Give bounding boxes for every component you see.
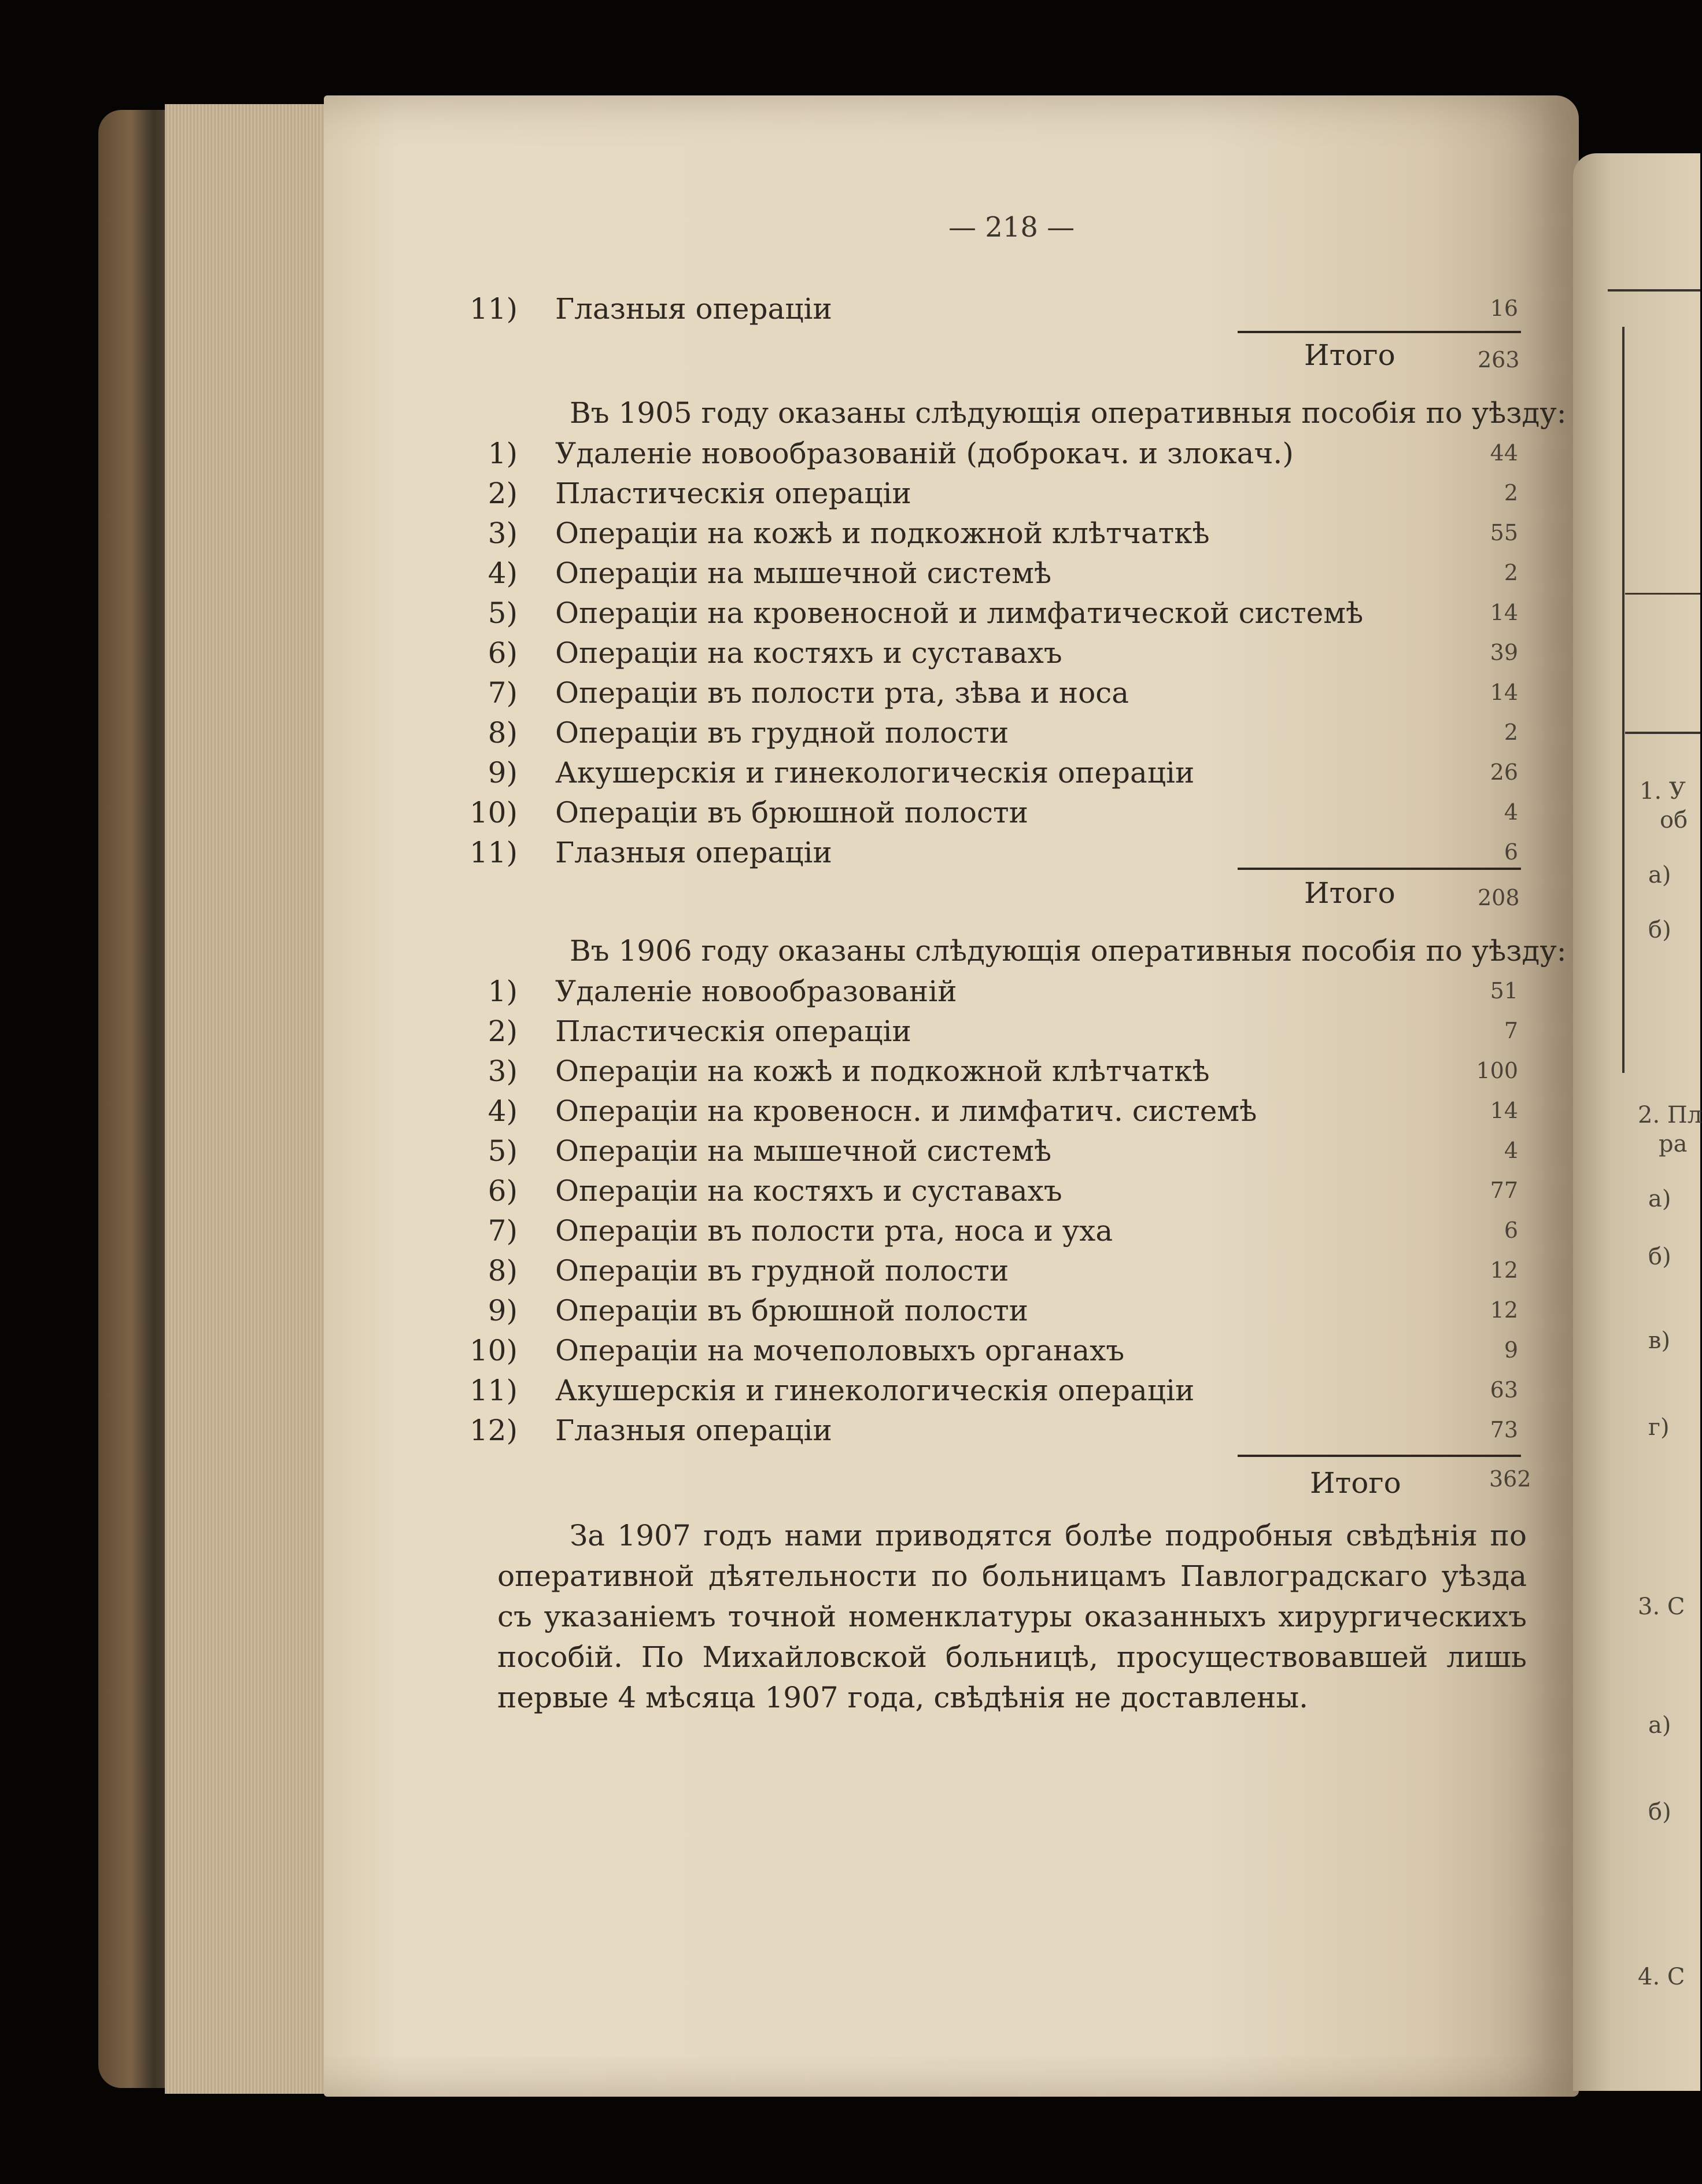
item-value: 2 bbox=[1504, 480, 1518, 506]
item-value: 12 bbox=[1490, 1257, 1518, 1283]
item-number: 6) bbox=[488, 1174, 518, 1208]
total-label: Итого bbox=[1304, 876, 1395, 910]
item-value: 39 bbox=[1490, 640, 1518, 665]
item-value: 14 bbox=[1490, 600, 1518, 625]
right-page-rule bbox=[1625, 593, 1700, 595]
item-number: 7) bbox=[488, 1214, 518, 1248]
item-label: Операціи въ грудной полости bbox=[555, 716, 1009, 750]
list-item bbox=[488, 1214, 1527, 1250]
right-page-rule bbox=[1625, 732, 1700, 734]
item-label: Удаленіе новообразованій bbox=[555, 975, 957, 1008]
right-page-vertical-rule bbox=[1622, 327, 1625, 1073]
right-page-fragment: б) bbox=[1648, 917, 1671, 943]
right-page-rule bbox=[1608, 289, 1700, 292]
list-item bbox=[488, 596, 1527, 632]
item-value: 55 bbox=[1490, 520, 1518, 545]
item-number: 7) bbox=[488, 676, 518, 710]
right-page-fragment: 2. Пл bbox=[1638, 1102, 1702, 1128]
item-label: Глазныя операціи bbox=[555, 836, 832, 869]
right-page-fragment: ра bbox=[1659, 1131, 1688, 1157]
list-item bbox=[488, 676, 1527, 712]
item-number: 5) bbox=[488, 1134, 518, 1168]
total-rule bbox=[1238, 868, 1521, 870]
item-value: 9 bbox=[1504, 1337, 1518, 1363]
item-label: Операціи на кожѣ и подкожной клѣтчаткѣ bbox=[555, 517, 1210, 550]
list-item bbox=[488, 975, 1527, 1010]
list-item bbox=[469, 1374, 1527, 1410]
item-label: Операціи на мышечной системѣ bbox=[555, 556, 1052, 590]
item-value: 44 bbox=[1490, 440, 1518, 466]
item-number: 9) bbox=[488, 1294, 518, 1327]
item-value: 16 bbox=[1490, 296, 1518, 321]
right-page-fragment: 3. С bbox=[1638, 1593, 1685, 1620]
item-value: 51 bbox=[1490, 978, 1518, 1004]
right-page-fragment: об bbox=[1660, 807, 1688, 833]
item-label: Удаленіе новообразованій (доброкач. и злокач.) bbox=[555, 437, 1294, 470]
item-number: 11) bbox=[469, 292, 518, 326]
total-rule bbox=[1238, 1455, 1521, 1457]
total-value: 362 bbox=[1489, 1466, 1531, 1492]
item-value: 26 bbox=[1490, 759, 1518, 785]
list-item bbox=[488, 1134, 1527, 1170]
item-number: 11) bbox=[469, 836, 518, 869]
item-value: 4 bbox=[1504, 1138, 1518, 1163]
total-label: Итого bbox=[1304, 338, 1395, 372]
item-number: 3) bbox=[488, 517, 518, 550]
right-page-fragment: б) bbox=[1648, 1799, 1671, 1825]
item-value: 12 bbox=[1490, 1297, 1518, 1323]
item-value: 6 bbox=[1504, 1218, 1518, 1243]
item-number: 2) bbox=[488, 477, 518, 510]
item-value: 73 bbox=[1490, 1417, 1518, 1443]
list-item bbox=[469, 1334, 1527, 1370]
list-item bbox=[488, 556, 1527, 592]
item-label: Пластическія операціи bbox=[555, 477, 911, 510]
item-value: 4 bbox=[1504, 799, 1518, 825]
right-page-fragment: в) bbox=[1648, 1327, 1671, 1354]
total-rule bbox=[1238, 331, 1521, 333]
item-value: 14 bbox=[1490, 1098, 1518, 1123]
item-value: 2 bbox=[1504, 560, 1518, 585]
item-number: 5) bbox=[488, 596, 518, 630]
item-number: 1) bbox=[488, 437, 518, 470]
list-item bbox=[488, 477, 1527, 512]
item-label: Операціи на кровеносной и лимфатической системѣ bbox=[555, 596, 1364, 630]
item-label: Глазныя операціи bbox=[555, 1414, 832, 1447]
item-label: Операціи въ полости рта, зѣва и носа bbox=[555, 676, 1129, 710]
list-item bbox=[488, 437, 1527, 473]
item-value: 100 bbox=[1476, 1058, 1518, 1083]
item-value: 7 bbox=[1504, 1018, 1518, 1043]
list-item bbox=[488, 1094, 1527, 1130]
item-value: 14 bbox=[1490, 680, 1518, 705]
item-number: 9) bbox=[488, 756, 518, 790]
item-number: 6) bbox=[488, 636, 518, 670]
right-page-fragment: 4. С bbox=[1638, 1964, 1685, 1990]
total-label: Итого bbox=[1310, 1466, 1401, 1500]
list-item bbox=[488, 517, 1527, 552]
list-item bbox=[488, 1054, 1527, 1090]
section-intro-1906: Въ 1906 году оказаны слѣдующія оперативныя пособія по уѣзду: bbox=[570, 934, 1567, 968]
item-label: Операціи въ грудной полости bbox=[555, 1254, 1009, 1287]
item-label: Операціи въ полости рта, носа и уха bbox=[555, 1214, 1113, 1248]
total-value: 263 bbox=[1478, 347, 1520, 372]
item-number: 2) bbox=[488, 1014, 518, 1048]
list-item bbox=[469, 796, 1527, 832]
section-intro-1905: Въ 1905 году оказаны слѣдующія оперативныя пособія по уѣзду: bbox=[570, 396, 1567, 430]
list-item bbox=[488, 1294, 1527, 1330]
item-label: Операціи на костяхъ и суставахъ bbox=[555, 636, 1062, 670]
right-page-fragment: а) bbox=[1648, 1712, 1671, 1739]
right-page bbox=[1573, 153, 1700, 2091]
item-value: 63 bbox=[1490, 1377, 1518, 1403]
item-label: Операціи на кожѣ и подкожной клѣтчаткѣ bbox=[555, 1054, 1210, 1088]
item-label: Операціи на мочеполовыхъ органахъ bbox=[555, 1334, 1125, 1367]
total-value: 208 bbox=[1478, 885, 1520, 910]
list-item bbox=[488, 1014, 1527, 1050]
list-item bbox=[488, 716, 1527, 752]
item-label: Операціи на кровеносн. и лимфатич. системѣ bbox=[555, 1094, 1257, 1128]
list-item bbox=[488, 1254, 1527, 1290]
item-label: Операціи въ брюшной полости bbox=[555, 1294, 1028, 1327]
list-item bbox=[469, 1414, 1527, 1449]
item-number: 12) bbox=[469, 1414, 518, 1447]
right-page-fragment: 1. У bbox=[1640, 778, 1686, 805]
item-number: 4) bbox=[488, 1094, 518, 1128]
right-page-fragment: а) bbox=[1648, 862, 1671, 888]
right-page-fragment: а) bbox=[1648, 1186, 1671, 1212]
item-number: 3) bbox=[488, 1054, 518, 1088]
item-number: 8) bbox=[488, 716, 518, 750]
item-label: Акушерскія и гинекологическія операціи bbox=[555, 756, 1195, 790]
item-number: 8) bbox=[488, 1254, 518, 1287]
item-number: 1) bbox=[488, 975, 518, 1008]
item-label: Операціи на мышечной системѣ bbox=[555, 1134, 1052, 1168]
list-item bbox=[488, 636, 1527, 672]
item-number: 4) bbox=[488, 556, 518, 590]
list-item bbox=[469, 292, 1527, 328]
list-item bbox=[488, 1174, 1527, 1210]
item-number: 10) bbox=[469, 796, 518, 829]
list-item bbox=[488, 756, 1527, 792]
item-label: Пластическія операціи bbox=[555, 1014, 911, 1048]
paragraph bbox=[497, 1515, 1527, 1718]
item-value: 77 bbox=[1490, 1178, 1518, 1203]
right-page-fragment: б) bbox=[1648, 1244, 1671, 1270]
item-label: Глазныя операціи bbox=[555, 292, 832, 326]
item-label: Операціи въ брюшной полости bbox=[555, 796, 1028, 829]
paragraph-text: За 1907 годъ нами приводятся болѣе подробныя свѣдѣнія по оперативной дѣятельности по больницамъ Павлоградскаго уѣзда съ указаніемъ точной номенклатуры оказанныхъ хирургическихъ пособій. По Михайловской больницѣ, просуществовавшей лишь первые 4 мѣсяца 1907 года, свѣдѣнія не доставлены. bbox=[497, 1519, 1527, 1714]
item-value: 2 bbox=[1504, 720, 1518, 745]
right-page-fragment: г) bbox=[1648, 1414, 1670, 1441]
list-item bbox=[469, 836, 1527, 872]
item-label: Операціи на костяхъ и суставахъ bbox=[555, 1174, 1062, 1208]
item-label: Акушерскія и гинекологическія операціи bbox=[555, 1374, 1195, 1407]
item-value: 6 bbox=[1504, 839, 1518, 865]
item-number: 10) bbox=[469, 1334, 518, 1367]
page-number: — 218 — bbox=[948, 211, 1075, 244]
item-number: 11) bbox=[469, 1374, 518, 1407]
